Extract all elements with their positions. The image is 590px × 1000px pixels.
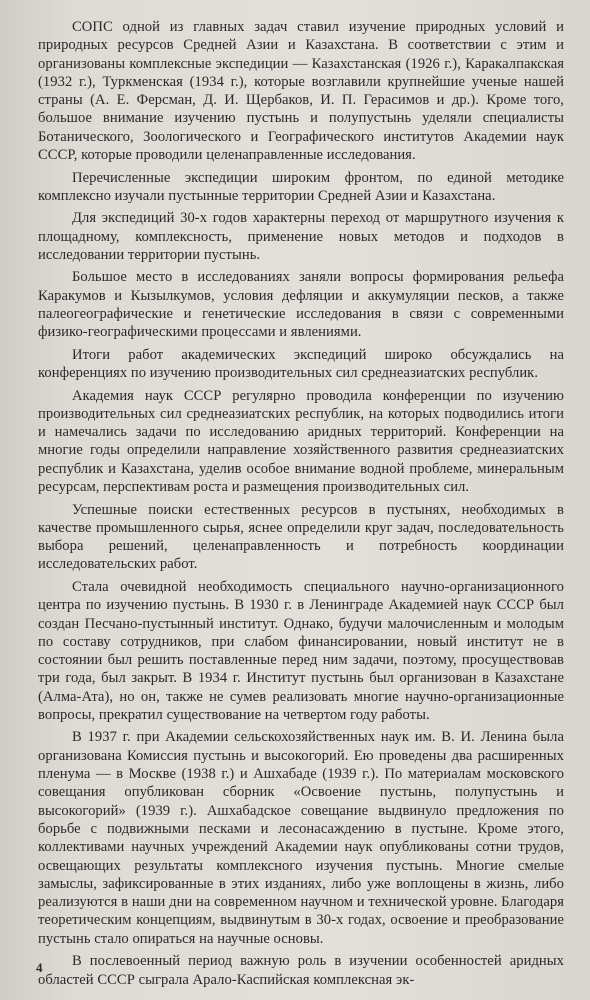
paragraph: Перечисленные экспедиции широким фронтом, по единой методике комплексно изучали пустынные территории Средней Азии и Казахстана. [38, 169, 564, 204]
page-number: 4 [36, 960, 43, 975]
paragraph: Итоги работ академических экспедиций широко обсуждались на конференциях по изучению производительных сил среднеазиатских республик. [38, 346, 564, 382]
paragraph: В послевоенный период важную роль в изучении особенностей аридных областей СССР сыграла Арало-Каспийская комплексная эк- [38, 953, 564, 988]
paragraph: СОПС одной из главных задач ставил изучение природных условий и природных ресурсов Средней Азии и Казахстана. В соответствии с этим и организованы комплексные экспедиции — Казахстанская (1926 г.), Каракалпакская (1932 г.), Туркменская (1934 г.), которые возглавили крупнейшие ученые нашей страны (А. Е. Ферсман, Д. И. Щербаков, И. П. Герасимов и др.). Кроме того, большое внимание изучению пустынь и полупустынь уделяли специалисты Ботанического, Зоологического и Географического институтов Академии наук СССР, которые проводили целенаправленные исследования. [38, 19, 564, 164]
paragraph: Стала очевидной необходимость специального научно-организационного центра по изучению пустынь. В 1930 г. в Ленинграде Академией наук СССР был создан Песчано-пустынный институт. Однако, будучи малочисленным и молодым по составу сотрудников, при слабом финансировании, новый институт не в состоянии был решить поставленные перед ним задачи, поэтому, просуществовав три года, был закрыт. В 1934 г. Институт пустынь был организован в Казахстане (Алма-Ата), но он, также не сумев реализовать многие научно-организационные вопросы, прекратил существование на четвертом году работы. [38, 578, 564, 723]
body-text [38, 18, 564, 993]
paragraph: Большое место в исследованиях заняли вопросы формирования рельефа Каракумов и Кызылкумов, условия дефляции и аккумуляции песков, а также палеогеографические и генетические исследования в связи с современными физико-географическими процессами и явлениями. [38, 269, 564, 341]
paragraph: Успешные поиски естественных ресурсов в пустынях, необходимых в качестве промышленного сырья, яснее определили круг задач, последовательность выбора решений, целенаправленность и потребность координации исследовательских работ. [38, 501, 564, 573]
paragraph: Академия наук СССР регулярно проводила конференции по изучению производительных сил среднеазиатских республик, на которых подводились итоги и намечались задачи по исследованию аридных территорий. Конференции на многие годы определили направление хозяйственного развития среднеазиатских республик и Казахстана, уделив особое внимание водной проблеме, минеральным ресурсам, перспективам роста и размещения производительных сил. [38, 387, 564, 496]
paragraph: Для экспедиций 30-х годов характерны переход от маршрутного изучения к площадному, комплексность, применение новых методов и подходов в исследовании территории пустынь. [38, 210, 564, 263]
paragraph: В 1937 г. при Академии сельскохозяйственных наук им. В. И. Ленина была организована Комиссия пустынь и высокогорий. Ею проведены два расширенных пленума — в Москве (1938 г.) и Ашхабаде (1939 г.). По материалам московского совещания опубликован сборник «Освоение пустынь, полупустынь и высокогорий» (1939 г.). Ашхабадское совещание выдвинуло предложения по борьбе с подвижными песками и лесонасаждению в пустыне. Кроме этого, коллективами научных учреждений Академии наук опубликованы сотни трудов, освещающих результаты комплексного изучения пустынь. Многие смелые замыслы, зафиксированные в этих изданиях, либо уже воплощены в жизнь, либо реализуются в наши дни на современном научном и технической уровне. Благодаря теоретическим концепциям, выдвинутым в 30-х годах, освоение и преобразование пустынь стало опираться на научные основы. [38, 729, 564, 947]
